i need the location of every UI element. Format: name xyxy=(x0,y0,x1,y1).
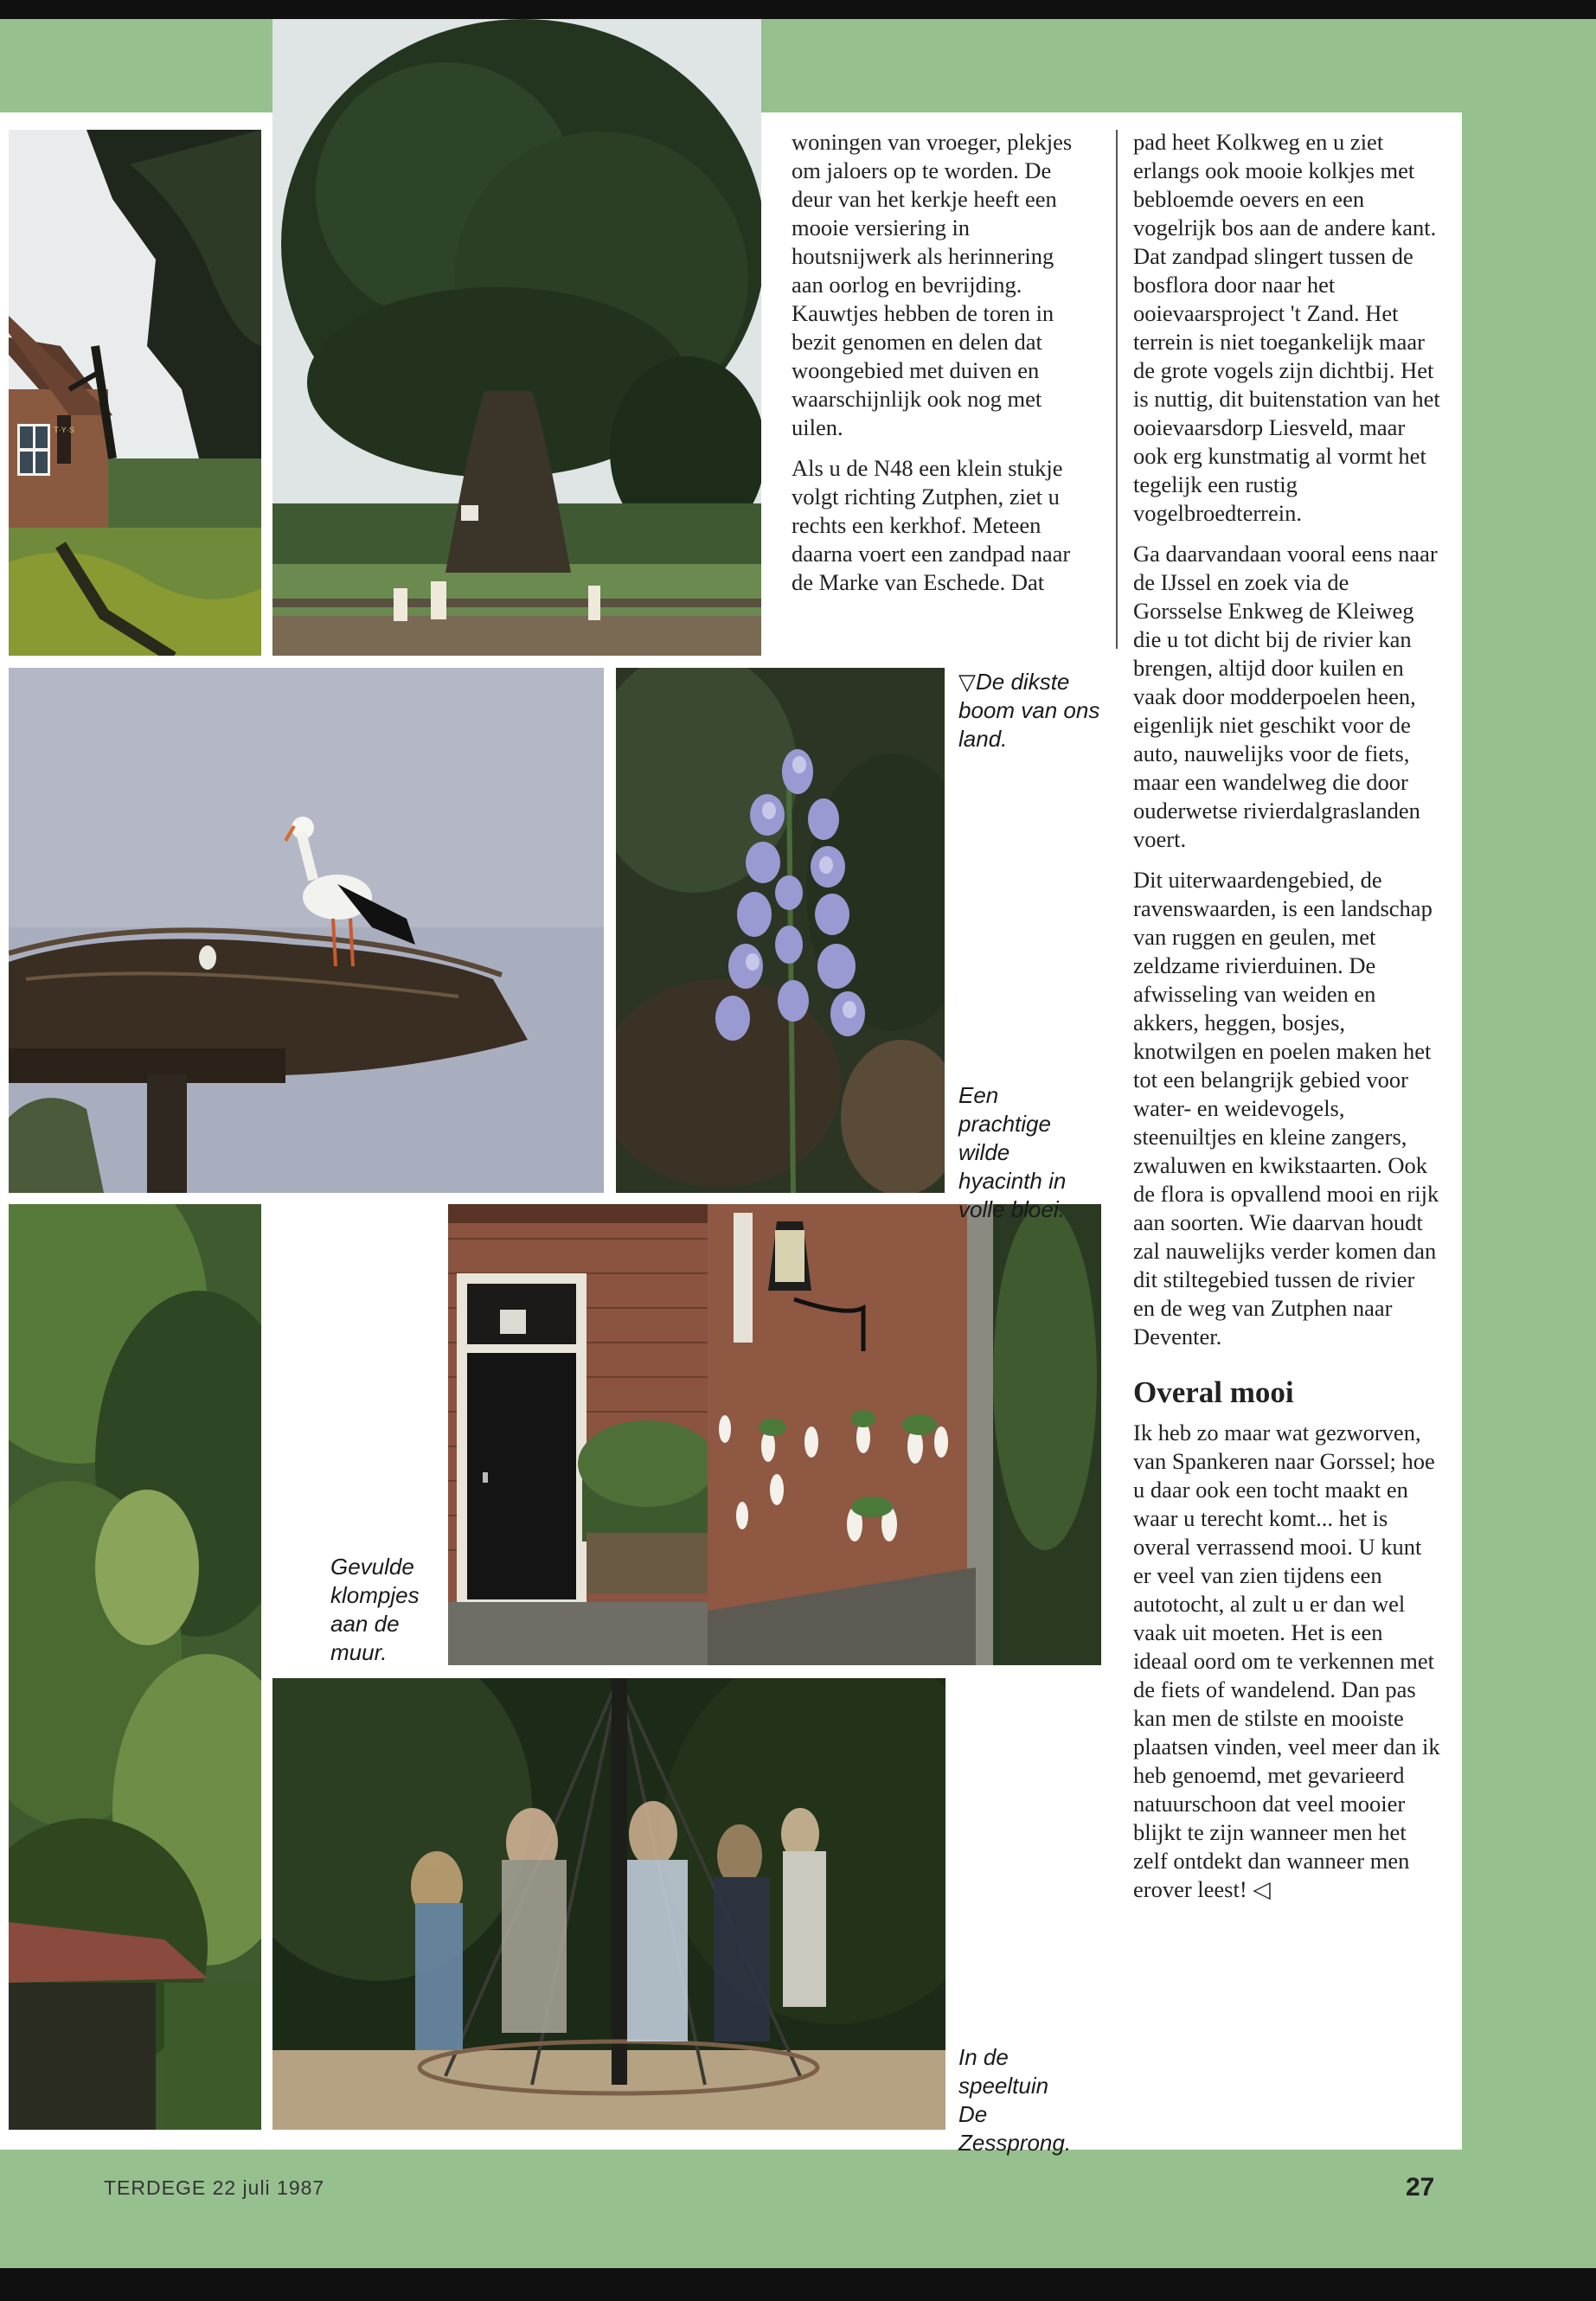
photo-stork-nest xyxy=(9,668,604,1193)
column-rule xyxy=(1116,130,1118,649)
paragraph: woningen van vroeger, plekjes om jaloers op te worden. De deur van het kerkje heeft een mooie versiering in houtsnijwerk als herinnering aan oorlog en bevrijding. Kauwtjes hebben de toren in bezit genomen en delen dat woongebied met duiven en waarschijnlijk ook nog met uilen. xyxy=(792,129,1073,440)
paragraph: pad heet Kolkweg en u ziet erlangs ook mooie kolkjes met bebloemde oevers en een vogelrijk bos aan de andere kant. Dat zandpad slingert tussen de bosflora door naar het ooievaarsproject 't Zand. Het terrein is niet toegankelijk maar de grote vogels zijn dichtbij. Het is nuttig, dit buitenstation van het ooievaarsdorp Liesveld, maar ook erg kunstmatig al vormt het tegelijk een rustig vogelbroedterrein. xyxy=(1133,129,1440,526)
paragraph: Ga daarvandaan vooral eens naar de IJssel en zoek via de Gorsselse Enkweg de Kleiweg die u tot dicht bij de rivier kan brengen, altijd door kuilen en vaak door modderpoelen heen, eigenlijk niet geschikt voor de auto, nauwelijks voor de fiets, maar een wandelweg die door ouderwetse rivierdalgraslanden voert. xyxy=(1133,541,1438,852)
paragraph: Ik heb zo maar wat gezworven, van Spankeren naar Gorssel; hoe u daar ook een tocht maakt en waar u terecht komt... het is overal verrassend mooi. U kunt er veel van zien tijdens een autotocht, al zult u er dan wel vaak uit moeten. Het is een ideaal oord om te verkennen met de fiets of wandelend. Dan pas kan men de stilste en mooiste plaatsen vinden, veel meer dan ik heb genoemd, met gevarieerd natuurschoon dat veel mooier blijkt te zijn wanneer men het zelf ontdekt dan wanneer men erover leest! ◁ xyxy=(1133,1420,1440,1902)
photo-woodland xyxy=(9,1204,261,2130)
top-scan-border xyxy=(0,0,1596,19)
caption-clogs: Gevulde klompjes aan de muur. xyxy=(330,1554,420,1665)
paragraph: Dit uiterwaardengebied, de ravenswaarden, is een landschap van ruggen en geulen, met zeldzame rivierduinen. De afwisseling van weiden en akkers, heggen, bosjes, knotwilgen en poelen maken het tot een belangrijk gebied voor water- en weidevogels, steenuiltjes en kleine zangers, zwaluwen en kwikstaarten. Ook de flora is opvallend mooi en rijk aan soorten. Wie daarvan houdt zal nauwelijks verder komen dan dit stiltegebied tussen de rivier en de weg van Zutphen naar Deventer. xyxy=(1133,867,1439,1349)
page-number: 27 xyxy=(1406,2173,1435,2202)
photo-playground-carousel xyxy=(272,1678,945,2130)
caption-wild-hyacinth: Een prachtige wilde hyacinth in volle bloei. xyxy=(958,1082,1067,1222)
caption-thickest-tree: ▽De dikste boom van ons land. xyxy=(958,669,1100,752)
text-column-1 xyxy=(792,128,1090,609)
photo-wild-hyacinth xyxy=(616,668,945,1193)
caption-playground: In de speeltuin De Zessprong. xyxy=(958,2044,1072,2156)
text-column-2 xyxy=(1133,128,1440,1916)
photo-house xyxy=(9,130,261,656)
photo-clogs-wall xyxy=(448,1204,1101,1665)
footer-magazine-date: TERDEGE 22 juli 1987 xyxy=(104,2176,325,2199)
photo-thickest-tree xyxy=(272,19,761,656)
bottom-scan-border xyxy=(0,2268,1596,2301)
section-heading: Overal mooi xyxy=(1133,1375,1294,1409)
paragraph: Als u de N48 een klein stukje volgt richting Zutphen, ziet u rechts een kerkhof. Meteen daarna voert een zandpad naar de Marke van Eschede. Dat xyxy=(792,455,1071,595)
house-sign-text: T·Y·S xyxy=(54,426,74,434)
